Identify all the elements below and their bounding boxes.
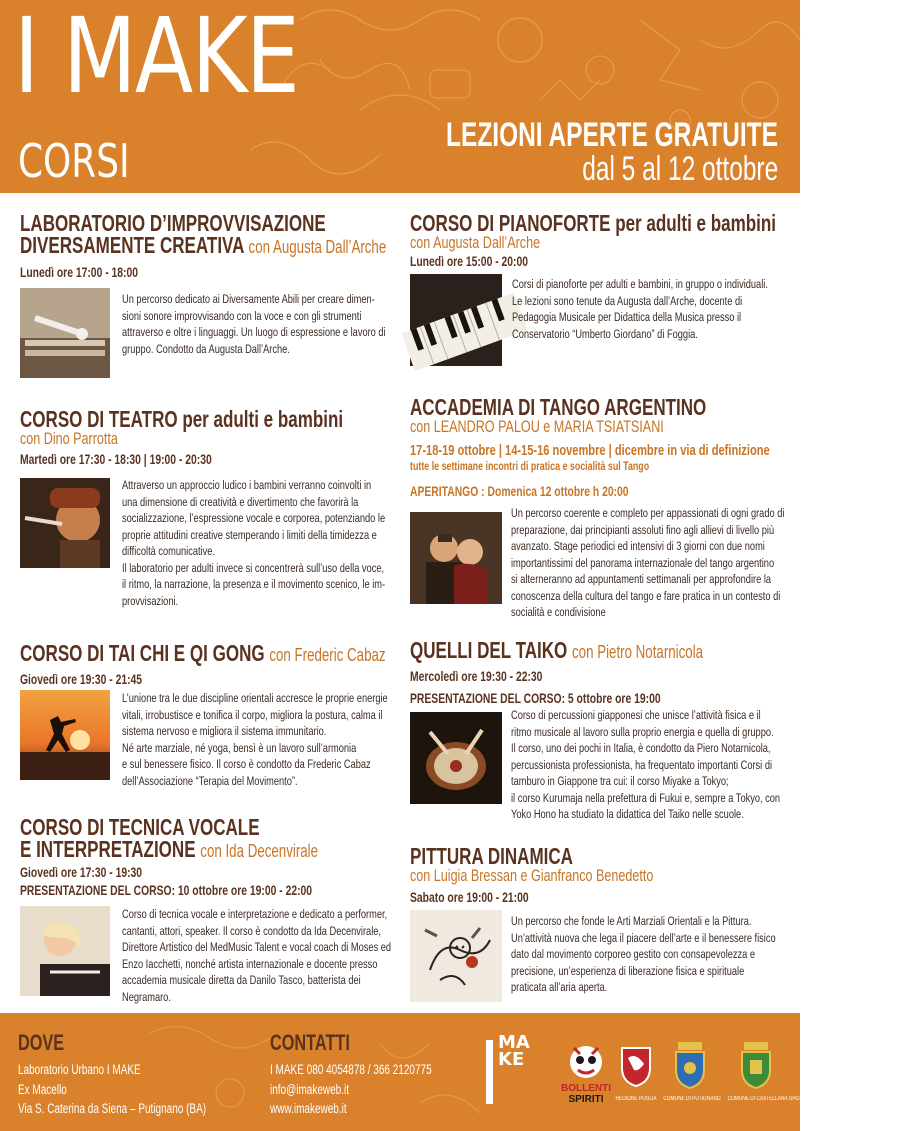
contacts-heading: CONTATTI xyxy=(270,1030,350,1055)
course-teacher: con Augusta Dall’Arche xyxy=(410,233,541,252)
contact-website[interactable]: www.imakeweb.it xyxy=(270,1101,347,1116)
contact-email[interactable]: info@imakeweb.it xyxy=(270,1082,349,1097)
where-line: Laboratorio Urbano I MAKE xyxy=(18,1062,141,1077)
course-teacher: con Frederic Cabaz xyxy=(269,645,386,665)
emblem-label: COMUNE DI PUTIGNANO xyxy=(663,1096,721,1102)
course-schedule: Lunedì ore 15:00 - 20:00 xyxy=(410,253,529,269)
course-teacher: con Dino Parrotta xyxy=(20,429,118,448)
regione-puglia-emblem xyxy=(618,1044,654,1088)
course-description: Corso di percussioni giapponesi che unisce l’attività fisica e il ritmo musicale al lavoro sulla proprio energia e quella di gruppo. Il corso, uno dei pochi in Italia, è condotto da Piero Notarnicola, percussionista professionista, ha frequentato importanti Corsi di tamburo in Giappone tra cui: il corso Miyake a Tokyo; il corso Kurumaja nella prefettura di Fukui e, sempre a Tokyo, con Yoko Hono ha studiato la didattica del Taiko nelle scuole. xyxy=(511,708,781,821)
course-pittura xyxy=(410,845,739,906)
photo-pianoforte xyxy=(410,274,502,366)
course-title-line2: DIVERSAMENTE CREATIVA con Augusta Dall’Arche xyxy=(20,232,387,258)
course-description: Corsi di pianoforte per adulti e bambini, in gruppo o individuali. Le lezioni sono tenute da Augusta dall’Arche, docente di Pedagogia Musicale per Didattica della Musica presso il Conservatorio “Umberto Giordano” di Foggia. xyxy=(512,277,768,341)
course-schedule: Martedì ore 17:30 - 18:30 | 19:00 - 20:30 xyxy=(20,451,212,467)
photo-tango xyxy=(410,512,502,604)
course-taiko xyxy=(410,639,806,707)
photo-tecnica-vocale xyxy=(20,906,110,996)
course-schedule: Giovedì ore 17:30 - 19:30 xyxy=(20,864,143,880)
crest-icon xyxy=(670,1040,710,1090)
castellana-emblem xyxy=(736,1040,776,1090)
course-teacher: con Ida Decenvirale xyxy=(200,841,319,861)
emblem-label: REGIONE PUGLIA xyxy=(615,1096,657,1102)
course-title: ACCADEMIA DI TANGO ARGENTINO xyxy=(410,394,707,420)
course-description: Un percorso coerente e completo per appassionati di ogni grado di preparazione, dai principianti assoluti fino agli allievi di livello più avanzato. Stage periodici ed intensivi di 3 giorni con due nomi importantissimi del panorama internazionale del tango argentino si alterneranno ad appuntamenti settimanali per approfondire la conoscenza della cultura del tango e fare pratica in un contesto di socialità e condivisione xyxy=(511,506,785,619)
course-pianoforte xyxy=(410,212,905,270)
photo-pittura xyxy=(410,910,502,1002)
course-title: CORSO DI TECNICA VOCALE xyxy=(20,814,260,840)
logo-letters: MAKE xyxy=(498,1032,530,1070)
contact-phone: I MAKE 080 4054878 / 366 2120775 xyxy=(270,1062,432,1077)
course-teacher: con Augusta Dall’Arche xyxy=(248,237,387,257)
where-heading: DOVE xyxy=(18,1030,65,1055)
course-schedule: 17-18-19 ottobre | 14-15-16 novembre | dicembre in via di definizione xyxy=(410,442,770,459)
course-tecnica-vocale xyxy=(20,816,423,899)
course-description: Corso di tecnica vocale e interpretazione e dedicato a performer, cantanti, attori, speaker. Il corso è condotto da Ida Decenvirale, Direttore Artistico del MedMusic Talent e vocal coach di Moses ed Enzo Iacchetti, nonché artista internazionale e docente presso accademia musicale diretta da Danilo Tasco, batterista dei Negramaro. xyxy=(122,907,392,1004)
course-teatro xyxy=(20,408,457,468)
course-description: Attraverso un approccio ludico i bambini verranno coinvolti in una dimensione di creatività e divertimento che favorirà la socializzazione, l’espressione vocale e corporea, potenziando le proprie attitudini creative stemperando i limiti della timidezza e difficoltà comunicative. Il laboratorio per adulti invece si concentrerà sull’uso della voce, il ritmo, la narrazione, la presenza e il movimento scenico, le im- provvisazioni. xyxy=(122,478,386,608)
bollenti-text-2: SPIRITI xyxy=(568,1094,604,1105)
course-event: PRESENTAZIONE DEL CORSO: 10 ottobre ore 19:00 - 22:00 xyxy=(20,882,313,898)
bollenti-spiriti-icon xyxy=(560,1040,612,1084)
course-description: L’unione tra le due discipline orientali accresce le proprie energie vitali, irrobustisce e tonifica il corpo, migliora la postura, calma il sistema nervoso e migliora il sistema immunitario. Né arte marziale, né yoga, bensì è un lavoro sull’armonia e sul benessere fisico. Il corso è condotto da Frederic Cabaz dell’Associazione “Terapia del Movimento”. xyxy=(122,691,388,788)
where-line: Via S. Caterina da Siena – Putignano (BA) xyxy=(18,1101,207,1116)
course-event: PRESENTAZIONE DEL CORSO: 5 ottobre ore 19:00 xyxy=(410,690,661,706)
course-teacher: con Pietro Notarnicola xyxy=(572,642,704,662)
header-banner xyxy=(0,0,800,193)
promo-headline: LEZIONI APERTE GRATUITE xyxy=(446,116,778,154)
course-tango xyxy=(410,396,896,500)
course-title: CORSO DI PIANOFORTE per adulti e bambini xyxy=(410,210,776,236)
course-event: APERITANGO : Domenica 12 ottobre h 20:00 xyxy=(410,483,629,499)
emblem-label: COMUNE DI CASTELLANA GROTTE xyxy=(727,1096,809,1102)
course-title-line2: E INTERPRETAZIONE con Ida Decenvirale xyxy=(20,836,319,862)
course-teacher: con Luigia Bressan e Gianfranco Benedetto xyxy=(410,866,654,885)
crest-icon xyxy=(736,1040,776,1090)
course-title: PITTURA DINAMICA xyxy=(410,843,573,869)
shield-icon xyxy=(618,1044,654,1088)
course-schedule: Mercoledì ore 19:30 - 22:30 xyxy=(410,668,543,684)
photo-taichi xyxy=(20,690,110,780)
course-description: Un percorso dedicato ai Diversamente Abili per creare dimen- sioni sonore improvvisando con la voce e con gli strumenti attraverso e oltre i linguaggi. Un luogo di espressione e lavoro di gruppo. Condotto da Augusta Dall’Arche. xyxy=(122,292,386,356)
course-schedule: Lunedì ore 17:00 - 18:00 xyxy=(20,264,139,280)
course-title: CORSO DI TEATRO per adulti e bambini xyxy=(20,406,344,432)
course-schedule: Sabato ore 19:00 - 21:00 xyxy=(410,889,529,905)
photo-teatro xyxy=(20,478,110,568)
course-title: QUELLI DEL TAIKO con Pietro Notarnicola xyxy=(410,637,704,663)
photo-taiko xyxy=(410,712,502,804)
photo-laboratorio xyxy=(20,288,110,378)
course-title: CORSO DI TAI CHI E QI GONG con Frederic Cabaz xyxy=(20,640,386,666)
course-teacher: con LEANDRO PALOU e MARIA TSIATSIANI xyxy=(410,417,664,436)
promo-dates: dal 5 al 12 ottobre xyxy=(582,150,778,188)
page-subtitle: CORSI xyxy=(18,134,130,188)
course-description: Un percorso che fonde le Arti Marziali Orientali e la Pittura. Un’attività nuova che lega il piacere dell’arte e il benessere fisico dato dal movimento corporeo gestito con consapevolezza e precisione, un’esperienza di liberazione fisica e spirituale praticata all’aria aperta. xyxy=(511,914,776,994)
imake-logo xyxy=(486,1032,536,1104)
logo-bar xyxy=(486,1040,493,1104)
bollenti-text-1: BOLLENTI xyxy=(561,1083,611,1094)
bollenti-spiriti-logo xyxy=(560,1040,612,1110)
putignano-emblem xyxy=(670,1040,710,1090)
course-note: tutte le settimane incontri di pratica e socialità sul Tango xyxy=(410,459,650,473)
page-title: I MAKE xyxy=(14,0,299,117)
course-schedule: Giovedì ore 19:30 - 21:45 xyxy=(20,671,143,687)
where-line: Ex Macello xyxy=(18,1082,67,1097)
course-title: LABORATORIO D’IMPROVVISAZIONE xyxy=(20,210,326,236)
